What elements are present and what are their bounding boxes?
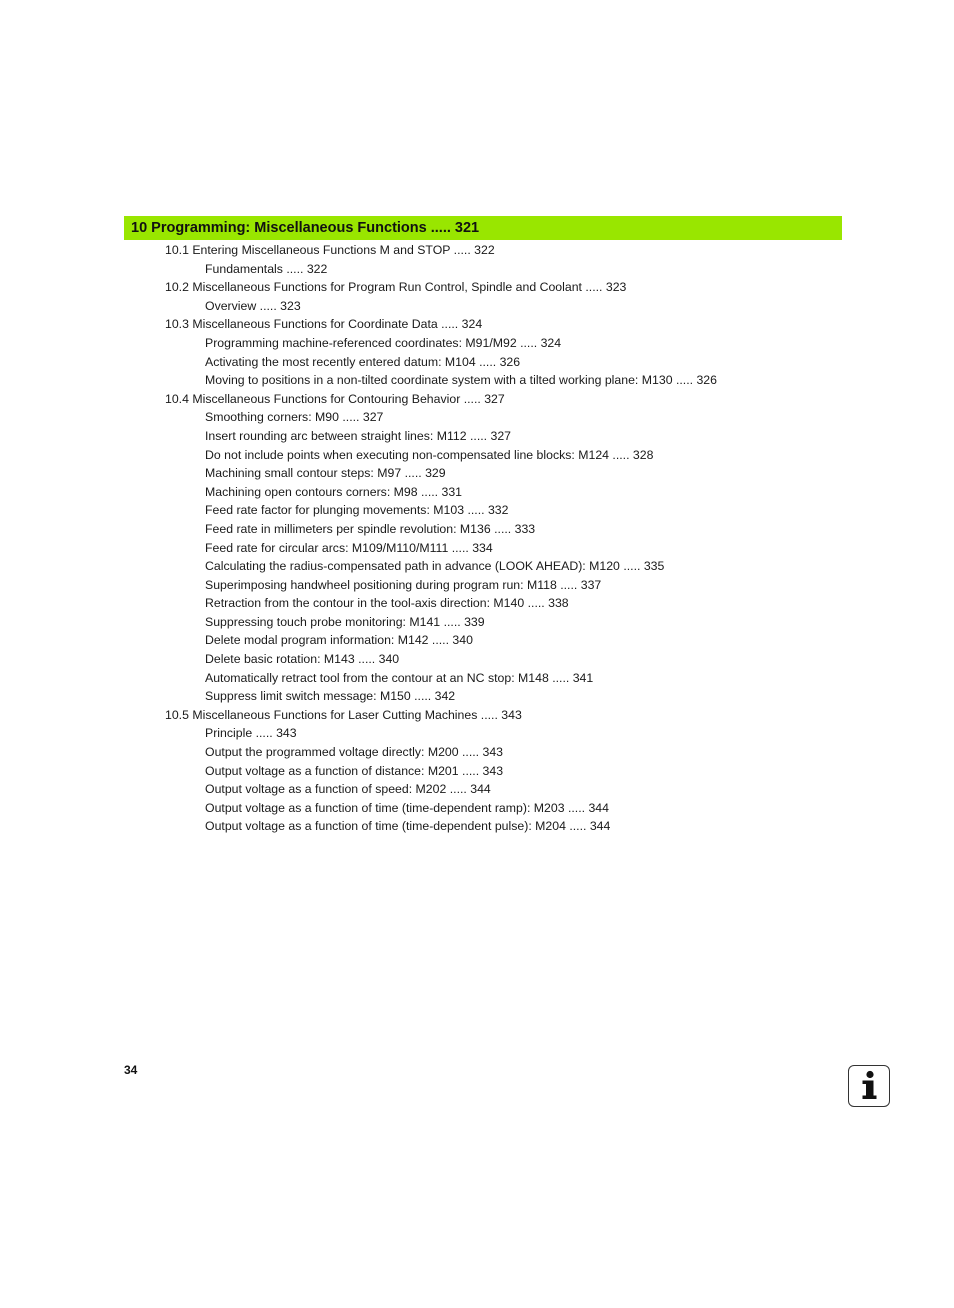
table-of-contents	[0, 241, 954, 836]
toc-section-entry[interactable]: 10.4 Miscellaneous Functions for Contouring Behavior ..... 327	[165, 391, 505, 406]
toc-subsection-entry[interactable]: Suppressing touch probe monitoring: M141 ..... 339	[205, 614, 485, 629]
toc-section-entry[interactable]: 10.3 Miscellaneous Functions for Coordinate Data ..... 324	[165, 317, 483, 332]
toc-subsection-entry[interactable]: Delete modal program information: M142 ..... 340	[205, 633, 473, 648]
toc-subsection-entry[interactable]: Output the programmed voltage directly: M200 ..... 343	[205, 745, 504, 760]
toc-section-entry[interactable]: 10.1 Entering Miscellaneous Functions M and STOP ..... 322	[165, 243, 495, 257]
toc-subsection-entry[interactable]: Programming machine-referenced coordinates: M91/M92 ..... 324	[205, 335, 562, 350]
toc-subsection-entry[interactable]: Fundamentals ..... 322	[205, 261, 328, 276]
toc-subsection-entry[interactable]: Superimposing handwheel positioning during program run: M118 ..... 337	[205, 577, 602, 592]
page-number: 34	[124, 1063, 138, 1077]
toc-subsection-entry[interactable]: Calculating the radius-compensated path in advance (LOOK AHEAD): M120 ..... 335	[205, 559, 665, 574]
toc-section-entry[interactable]: 10.5 Miscellaneous Functions for Laser Cutting Machines ..... 343	[165, 707, 522, 722]
toc-subsection-entry[interactable]: Output voltage as a function of speed: M202 ..... 344	[205, 782, 491, 797]
toc-subsection-entry[interactable]: Feed rate factor for plunging movements: M103 ..... 332	[205, 503, 509, 518]
chapter-heading-bar	[124, 216, 842, 240]
toc-subsection-entry[interactable]: Moving to positions in a non-tilted coordinate system with a tilted working plane: M130 ..... 326	[205, 373, 717, 388]
toc-subsection-entry[interactable]: Output voltage as a function of distance: M201 ..... 343	[205, 763, 504, 778]
toc-subsection-entry[interactable]: Do not include points when executing non-compensated line blocks: M124 ..... 328	[205, 447, 654, 462]
toc-subsection-entry[interactable]: Output voltage as a function of time (time-dependent ramp): M203 ..... 344	[205, 800, 609, 815]
toc-subsection-entry[interactable]: Overview ..... 323	[205, 298, 301, 313]
chapter-title[interactable]: 10 Programming: Miscellaneous Functions ..... 321	[131, 220, 480, 236]
toc-subsection-entry[interactable]: Principle ..... 343	[205, 726, 297, 741]
toc-subsection-entry[interactable]: Activating the most recently entered datum: M104 ..... 326	[205, 354, 521, 369]
toc-subsection-entry[interactable]: Feed rate in millimeters per spindle revolution: M136 ..... 333	[205, 521, 536, 536]
toc-subsection-entry[interactable]: Insert rounding arc between straight lines: M112 ..... 327	[205, 428, 511, 443]
toc-subsection-entry[interactable]: Retraction from the contour in the tool-axis direction: M140 ..... 338	[205, 596, 569, 611]
toc-subsection-entry[interactable]: Machining open contours corners: M98 ..... 331	[205, 484, 463, 499]
toc-subsection-entry[interactable]: Suppress limit switch message: M150 ..... 342	[205, 689, 456, 704]
toc-subsection-entry[interactable]: Output voltage as a function of time (time-dependent pulse): M204 ..... 344	[205, 819, 611, 834]
toc-subsection-entry[interactable]: Automatically retract tool from the contour at an NC stop: M148 ..... 341	[205, 670, 594, 685]
toc-subsection-entry[interactable]: Delete basic rotation: M143 ..... 340	[205, 652, 400, 667]
toc-section-entry[interactable]: 10.2 Miscellaneous Functions for Program Run Control, Spindle and Coolant ..... 323	[165, 280, 627, 295]
toc-subsection-entry[interactable]: Feed rate for circular arcs: M109/M110/M111 ..... 334	[205, 540, 493, 555]
toc-subsection-entry[interactable]: Machining small contour steps: M97 ..... 329	[205, 466, 446, 481]
toc-subsection-entry[interactable]: Smoothing corners: M90 ..... 327	[205, 410, 384, 425]
info-icon	[848, 1065, 890, 1107]
